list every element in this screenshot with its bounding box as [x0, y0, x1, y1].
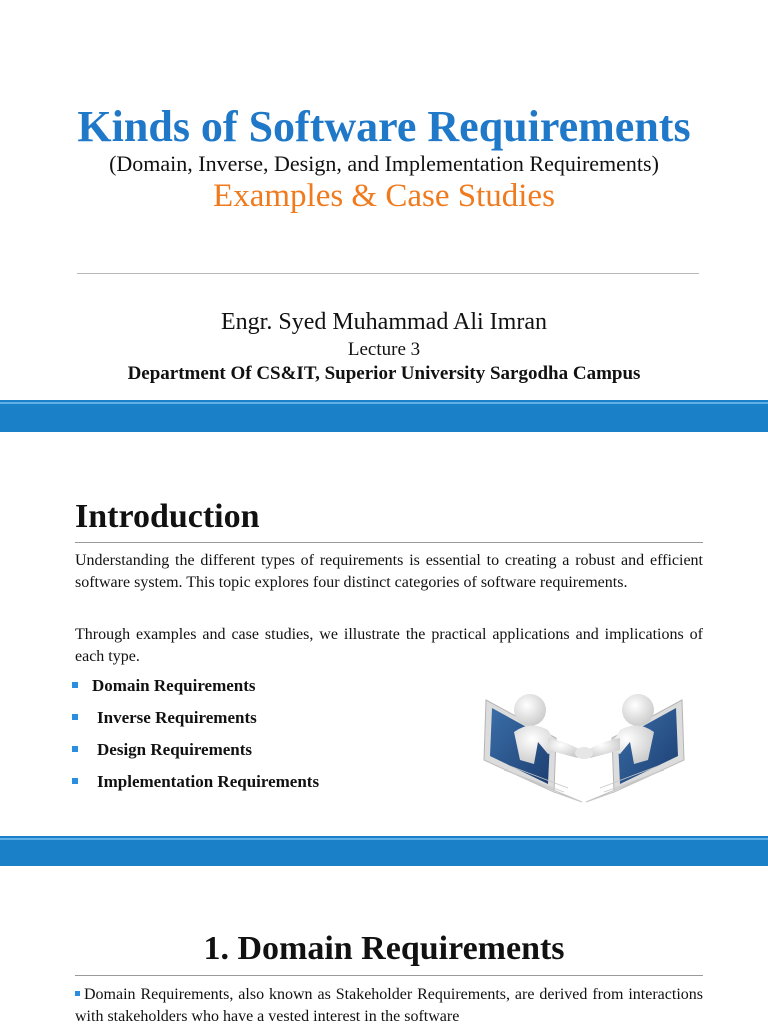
lecture-number: Lecture 3: [347, 339, 421, 360]
bullet-square-icon: [75, 991, 80, 996]
domain-requirements-slide: [0, 866, 768, 1024]
bullet-square-icon: [72, 682, 78, 688]
introduction-slide: [0, 432, 768, 836]
slide-separator-band: [0, 836, 768, 866]
heading-divider: [75, 975, 703, 976]
slide-title: Kinds of Software Requirements: [77, 102, 691, 151]
bullet-square-icon: [72, 778, 78, 784]
intro-paragraph-1: Understanding the different types of requirements is essential to creating a robust and efficient software system. This topic explores four distinct categories of software requirements.: [75, 552, 703, 591]
requirements-bullet-list: [72, 675, 319, 803]
handshake-laptops-icon: [464, 680, 704, 812]
list-item: Domain Requirements: [72, 675, 319, 707]
list-item: Design Requirements: [72, 739, 319, 771]
slide-tagline: Examples & Case Studies: [213, 178, 555, 214]
title-slide: [0, 0, 768, 400]
heading-divider: [75, 542, 703, 543]
introduction-heading: Introduction: [75, 498, 260, 535]
bullet-square-icon: [72, 714, 78, 720]
list-item: Inverse Requirements: [72, 707, 319, 739]
department-name: Department Of CS&IT, Superior University Sargodha Campus: [127, 363, 641, 384]
intro-paragraph-2: Through examples and case studies, we illustrate the practical applications and implications of each type.: [75, 626, 703, 665]
domain-requirements-paragraph: Domain Requirements, also known as Stakeholder Requirements, are derived from interactions with stakeholders who have a vested interest in the software: [75, 986, 703, 1024]
list-item: Implementation Requirements: [72, 771, 319, 803]
domain-requirements-heading: 1. Domain Requirements: [203, 930, 565, 967]
author-name: Engr. Syed Muhammad Ali Imran: [221, 309, 547, 335]
bullet-square-icon: [72, 746, 78, 752]
slide-separator-band: [0, 400, 768, 432]
title-divider: [77, 273, 699, 274]
slide-subtitle: (Domain, Inverse, Design, and Implementation Requirements): [109, 151, 659, 176]
